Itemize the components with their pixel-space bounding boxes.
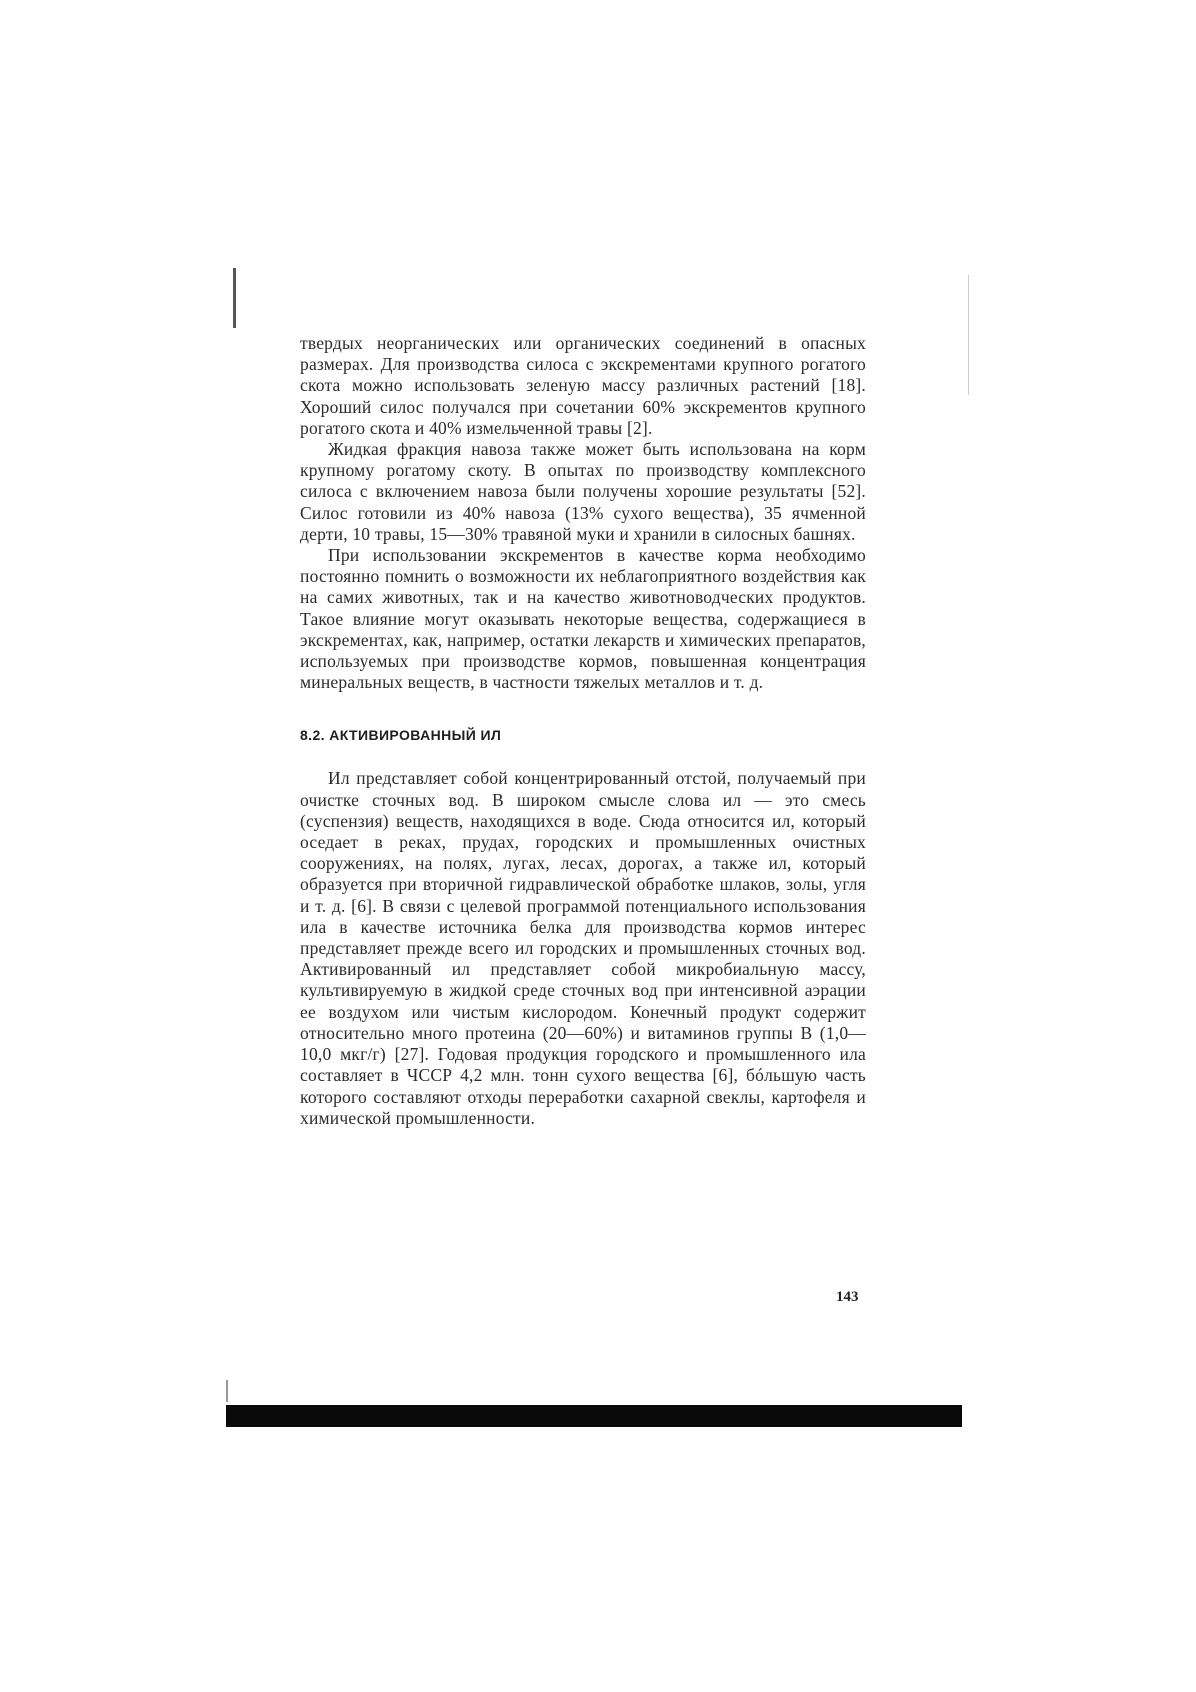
page-body [300, 333, 866, 1129]
paragraph-excrement-risks: При использовании экскрементов в качестве корма необходимо постоянно помнить о возможности их неблагоприятного воздействия как на самих животных, так и на качество животноводческих продуктов. Такое влияние могут оказывать некоторые вещества, содержащиеся в экскрементах, как, например, остатки лекарств и химических препаратов, используемых при производстве кормов, повышенная концентрация минеральных веществ, в частности тяжелых металлов и т. д. [300, 545, 866, 693]
page-number: 143 [836, 1289, 859, 1305]
section-heading: 8.2. АКТИВИРОВАННЫЙ ИЛ [300, 727, 502, 744]
scan-bottom-shadow [226, 1405, 962, 1427]
paragraph-liquid-manure: Жидкая фракция навоза также может быть использована на корм крупному рогатому скоту. В опытах по производству комплексного силоса с включением навоза были получены хорошие результаты [52]. Силос готовили из 40% навоза (13% сухого вещества), 35 ячменной дерти, 10 травы, 15—30% травяной муки и хранили в силосных башнях. [300, 439, 866, 544]
paragraph-continuation: твердых неорганических или органических соединений в опасных размерах. Для производства силоса с экскрементами крупного рогатого скота можно использовать зеленую массу различных растений [18]. Хороший силос получался при сочетании 60% экскрементов крупного рогатого скота и 40% измельченной травы [2]. [300, 333, 866, 438]
paragraph-activated-sludge: Ил представляет собой концентрированный отстой, получаемый при очистке сточных вод. В широком смысле слова ил — это смесь (суспензия) веществ, находящихся в воде. Сюда относится ил, который оседает в реках, прудах, городских и промышленных очистных сооружениях, на полях, лугах, лесах, дорогах, а также ил, который образуется при вторичной гидравлической обработке шлаков, золы, угля и т. д. [6]. В связи с целевой программой потенциального использования ила в качестве источника белка для производства кормов интерес представляет прежде всего ил городских и промышленных сточных вод. Активированный ил представляет собой микробиальную массу, культивируемую в жидкой среде сточных вод при интенсивной аэрации ее воздухом или чистым кислородом. Конечный продукт содержит относительно много протеина (20—60%) и витаминов группы B (1,0—10,0 мкг/г) [27]. Годовая продукция городского и промышленного ила составляет в ЧССР 4,2 млн. тонн сухого вещества [6], бóльшую часть которого составляют отходы переработки сахарной свеклы, картофеля и химической промышленности. [300, 768, 866, 1128]
scan-edge-mark [968, 275, 969, 395]
scan-edge-mark [226, 1380, 228, 1402]
scan-edge-mark [233, 268, 236, 328]
